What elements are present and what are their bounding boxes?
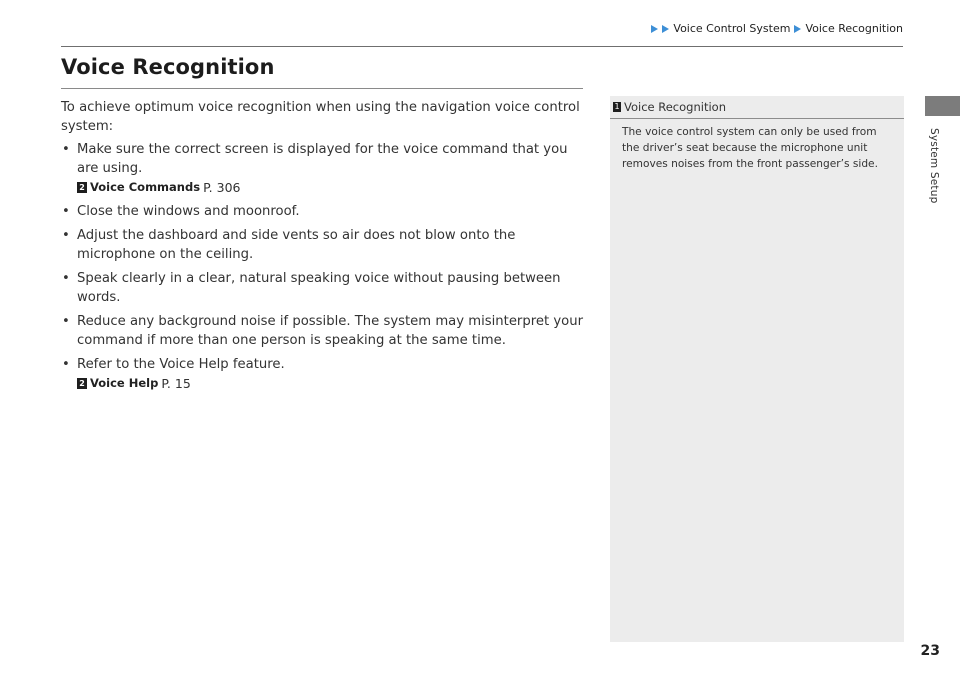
note-marker-icon: 1 (614, 102, 620, 111)
page-title: Voice Recognition (61, 55, 275, 79)
list-item (61, 312, 591, 350)
breadcrumb-item-current: Voice Recognition (805, 22, 903, 35)
bullet-text: Close the windows and moonroof. (77, 204, 300, 219)
bullet-text: Speak clearly in a clear, natural speaking voice without pausing between words. (77, 271, 561, 305)
list-item (61, 226, 591, 264)
bullet-list (61, 140, 591, 393)
reference-arrow-icon: 2 (77, 378, 87, 389)
list-item (61, 202, 591, 221)
breadcrumb (651, 22, 903, 35)
triangle-arrow-icon (651, 25, 658, 33)
sidebar-note (610, 96, 904, 642)
triangle-arrow-icon (794, 25, 801, 33)
xref-title[interactable]: Voice Commands (90, 180, 201, 194)
xref-page[interactable]: P. 306 (203, 180, 241, 195)
xref-page[interactable]: P. 15 (161, 376, 191, 391)
bullet-text: Reduce any background noise if possible. The system may misinterpret your command if more than one person is speaking at the same time. (77, 314, 583, 348)
main-content (61, 98, 591, 398)
list-item (61, 269, 591, 307)
xref-title[interactable]: Voice Help (90, 376, 159, 390)
section-tab-marker (925, 96, 960, 116)
bullet-text: Refer to the Voice Help feature. (77, 357, 285, 372)
cross-reference-link[interactable] (77, 178, 591, 197)
header-divider (61, 46, 903, 47)
list-item (61, 140, 591, 197)
sidebar-header (610, 96, 904, 115)
sidebar-title: Voice Recognition (624, 100, 726, 114)
triangle-arrow-icon (662, 25, 669, 33)
cross-reference-link[interactable] (77, 374, 591, 393)
title-divider (61, 88, 583, 89)
intro-text: To achieve optimum voice recognition when using the navigation voice control system: (61, 100, 580, 134)
bullet-text: Adjust the dashboard and side vents so air does not blow onto the microphone on the ceiling. (77, 228, 516, 262)
bullet-text: Make sure the correct screen is displayed for the voice command that you are using. (77, 142, 568, 176)
page-number: 23 (920, 643, 940, 659)
breadcrumb-item[interactable]: Voice Control System (673, 22, 791, 35)
sidebar-text: The voice control system can only be used from the driver’s seat because the microphone unit removes noises from the front passenger’s side. (622, 126, 878, 170)
section-label: System Setup (928, 128, 940, 204)
reference-arrow-icon: 2 (77, 182, 87, 193)
list-item (61, 355, 591, 393)
